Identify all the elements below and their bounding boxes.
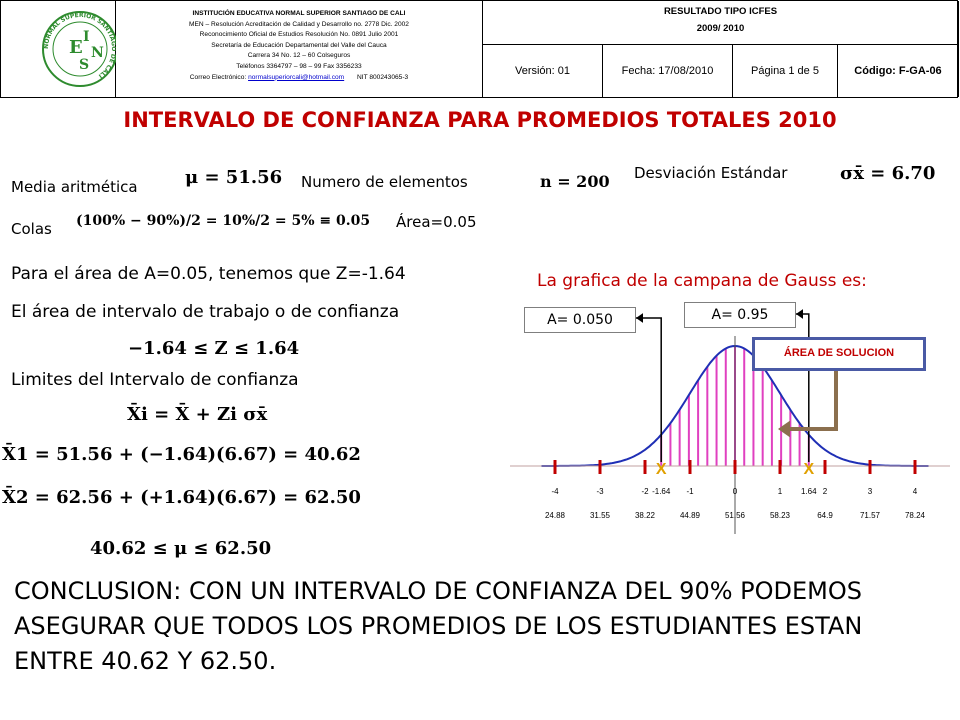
value-tick-label: 71.57 <box>859 511 881 520</box>
general-formula: X̄i = X̄ + Zi σx̄ <box>127 404 268 425</box>
result-title: RESULTADO TIPO ICFES <box>663 6 778 17</box>
z-tick-label: 1 <box>777 487 783 496</box>
date-cell: Fecha: 17/08/2010 <box>603 45 733 97</box>
z-tick-label: -2 <box>641 487 649 496</box>
page-cell: Página 1 de 5 <box>733 45 838 97</box>
z-tick-label: 0 <box>732 487 738 496</box>
result-type-cell <box>483 1 959 45</box>
z-statement: Para el área de A=0.05, tenemos que Z=-1.64 <box>11 264 406 284</box>
institution-line: Carrera 34 No. 12 – 60 Colseguros <box>247 52 351 60</box>
institution-line: Reconocimiento Oficial de Estudios Resolución No. 0891 Julio 2001 <box>199 31 399 39</box>
institution-line: Teléfonos 3364797 – 98 – 99 Fax 3356233 <box>236 62 362 70</box>
tails-formula: (100% − 90%)/2 = 10%/2 = 5% ≡ 0.05 <box>76 213 371 229</box>
z-tick-label: -1 <box>686 487 694 496</box>
z-range-formula: −1.64 ≤ Z ≤ 1.64 <box>128 338 300 359</box>
x2-formula: X̄2 = 62.56 + (+1.64)(6.67) = 62.50 <box>2 487 361 508</box>
sd-formula: σx̄ = 6.70 <box>840 163 936 184</box>
institution-email-line <box>116 73 482 84</box>
gauss-title: La grafica de la campana de Gauss es: <box>537 271 867 291</box>
value-tick-label: 38.22 <box>634 511 656 520</box>
value-tick-label: 24.88 <box>544 511 566 520</box>
email-label: Correo Electrónico: <box>189 73 249 81</box>
document-header <box>0 0 958 98</box>
solution-area-label: ÁREA DE SOLUCION <box>752 337 926 371</box>
seal-letter: I <box>83 29 90 45</box>
solution-arrow-icon <box>778 421 790 438</box>
school-seal-logo <box>1 1 116 97</box>
limits-title: Limites del Intervalo de confianza <box>11 370 299 390</box>
mean-formula: μ = 51.56 <box>185 167 283 188</box>
mean-label: Media aritmética <box>11 178 138 196</box>
bound-x-marker: X <box>655 461 667 478</box>
value-tick-label: 31.55 <box>589 511 611 520</box>
institution-name: INSTITUCIÓN EDUCATIVA NORMAL SUPERIOR SANTIAGO DE CALI <box>192 10 406 17</box>
conclusion-text: CONCLUSION: CON UN INTERVALO DE CONFIANZA DEL 90% PODEMOS ASEGURAR QUE TODOS LOS PROMEDIOS DE LOS ESTUDIANTES ESTAN ENTRE 40.62 Y 62.50. <box>14 577 863 675</box>
value-tick-label: 51.56 <box>724 511 746 520</box>
seal-letter: E <box>69 37 83 58</box>
area-text: Área=0.05 <box>396 213 477 231</box>
value-tick-label: 44.89 <box>679 511 701 520</box>
seal-ring-text: NORMAL SUPERIOR SANTIA DE CALI <box>42 11 116 80</box>
code-cell: Código: F-GA-06 <box>838 45 959 97</box>
tail-pointer-line <box>636 318 661 462</box>
solution-pointer-line <box>788 366 836 429</box>
value-tick-label: 78.24 <box>904 511 926 520</box>
result-years: 2009/ 2010 <box>696 23 745 34</box>
nit-label: NIT 800243065-3 <box>357 73 409 81</box>
value-tick-label: 64.9 <box>817 511 833 520</box>
logo-cell <box>1 1 116 97</box>
institution-line: Secretaría de Educación Departamental del Valle del Cauca <box>211 41 387 49</box>
z-tick-label: 4 <box>912 487 918 496</box>
tail-area-label: A= 0.050 <box>524 307 636 333</box>
center-pointer-arrow-icon <box>796 309 803 319</box>
z-tick-label: -4 <box>551 487 559 496</box>
gauss-chart <box>510 296 950 546</box>
z-tick-label: 3 <box>867 487 873 496</box>
seal-letter: S <box>79 57 90 73</box>
version-cell: Versión: 01 <box>483 45 603 97</box>
tails-label: Colas <box>11 220 52 238</box>
x1-formula: X̄1 = 51.56 + (−1.64)(6.67) = 40.62 <box>2 444 361 465</box>
z-tick-label: 2 <box>822 487 828 496</box>
seal-letter: N <box>91 45 104 61</box>
z-tick-label: -3 <box>596 487 604 496</box>
institution-info <box>116 1 483 97</box>
tail-pointer-arrow-icon <box>636 313 643 323</box>
institution-line: MEN – Resolución Acreditación de Calidad y Desarrollo no. 2778 Dic. 2002 <box>189 20 409 28</box>
value-tick-label: 58.23 <box>769 511 791 520</box>
n-label: Numero de elementos <box>301 173 468 191</box>
sd-label: Desviación Estándar <box>634 164 788 182</box>
bound-x-marker: X <box>803 461 815 478</box>
interval-statement: El área de intervalo de trabajo o de confianza <box>11 302 400 322</box>
center-area-label: A= 0.95 <box>684 302 796 328</box>
n-formula: n = 200 <box>540 172 610 191</box>
email-link[interactable]: normalsuperiorcali@hotmail.com <box>248 73 345 81</box>
z-tick-label: -1.64 <box>652 487 671 496</box>
range-formula: 40.62 ≤ μ ≤ 62.50 <box>90 538 272 559</box>
z-tick-label: 1.64 <box>801 487 817 496</box>
page-title: INTERVALO DE CONFIANZA PARA PROMEDIOS TOTALES 2010 <box>123 108 837 132</box>
